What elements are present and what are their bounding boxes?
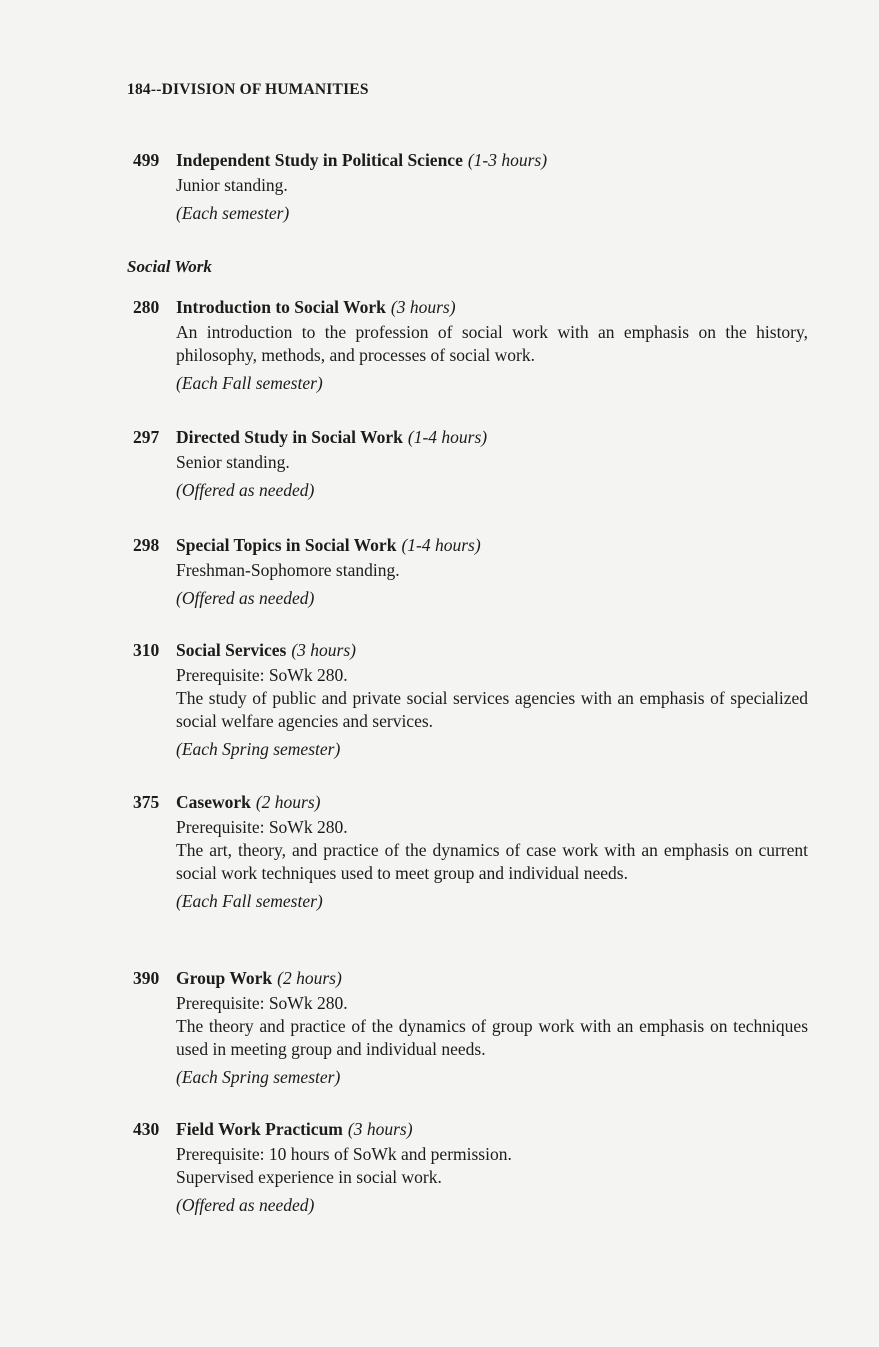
course-prerequisite: Prerequisite: SoWk 280. <box>176 993 348 1013</box>
course-description: The study of public and private social services agencies with an emphasis of specialized social welfare agencies and services. <box>176 688 808 731</box>
course-entry <box>0 640 879 761</box>
course-semester: (Offered as needed) <box>176 588 315 608</box>
course-hours: (1-3 hours) <box>467 150 548 170</box>
course-hours: (3 hours) <box>291 640 356 660</box>
course-semester: (Offered as needed) <box>176 480 315 500</box>
course-hours: (1-4 hours) <box>407 427 488 447</box>
course-title: Casework <box>176 792 251 812</box>
running-head: 184--DIVISION OF HUMANITIES <box>127 81 369 98</box>
course-title: Directed Study in Social Work <box>176 427 403 447</box>
course-title: Independent Study in Political Science <box>176 150 463 170</box>
course-title: Special Topics in Social Work <box>176 535 397 555</box>
course-entry <box>0 968 879 1089</box>
course-title: Field Work Practicum <box>176 1119 343 1139</box>
course-line: Junior standing. <box>176 175 288 195</box>
course-prerequisite: Prerequisite: SoWk 280. <box>176 665 348 685</box>
course-entry <box>0 1119 879 1217</box>
course-number: 298 <box>133 535 160 555</box>
course-title: Introduction to Social Work <box>176 297 386 317</box>
course-number: 430 <box>133 1119 160 1139</box>
course-number: 499 <box>133 150 160 170</box>
course-semester: (Each Spring semester) <box>176 1067 341 1087</box>
course-prerequisite: Prerequisite: 10 hours of SoWk and permission. <box>176 1144 512 1164</box>
course-semester: (Offered as needed) <box>176 1195 315 1215</box>
course-semester: (Each Spring semester) <box>176 739 341 759</box>
course-description: The art, theory, and practice of the dynamics of case work with an emphasis on current social work techniques used to meet group and individual needs. <box>176 840 808 883</box>
course-hours: (2 hours) <box>277 968 342 988</box>
course-hours: (2 hours) <box>255 792 321 812</box>
course-semester: (Each semester) <box>176 203 290 223</box>
course-hours: (1-4 hours) <box>401 535 481 555</box>
course-title: Group Work <box>176 968 273 988</box>
course-number: 280 <box>133 297 160 317</box>
course-line: Senior standing. <box>176 452 290 472</box>
course-semester: (Each Fall semester) <box>176 891 323 911</box>
course-number: 375 <box>133 792 160 812</box>
course-description: The theory and practice of the dynamics of group work with an emphasis on techniques used in meeting group and individual needs. <box>176 1016 808 1059</box>
course-number: 297 <box>133 427 160 447</box>
course-entry <box>0 297 879 395</box>
course-entry <box>0 535 879 610</box>
course-number: 310 <box>133 640 160 660</box>
course-entry <box>0 427 879 502</box>
course-hours: (3 hours) <box>390 297 456 317</box>
course-entry <box>0 150 879 225</box>
course-description: Supervised experience in social work. <box>176 1167 442 1187</box>
course-description: An introduction to the profession of social work with an emphasis on the history, philosophy, methods, and processes of social work. <box>176 322 808 365</box>
course-title: Social Services <box>176 640 287 660</box>
course-hours: (3 hours) <box>347 1119 413 1139</box>
course-entry <box>0 792 879 913</box>
course-line: Freshman-Sophomore standing. <box>176 560 400 580</box>
course-semester: (Each Fall semester) <box>176 373 323 393</box>
section-heading: Social Work <box>127 257 212 276</box>
course-prerequisite: Prerequisite: SoWk 280. <box>176 817 348 837</box>
course-number: 390 <box>133 968 160 988</box>
